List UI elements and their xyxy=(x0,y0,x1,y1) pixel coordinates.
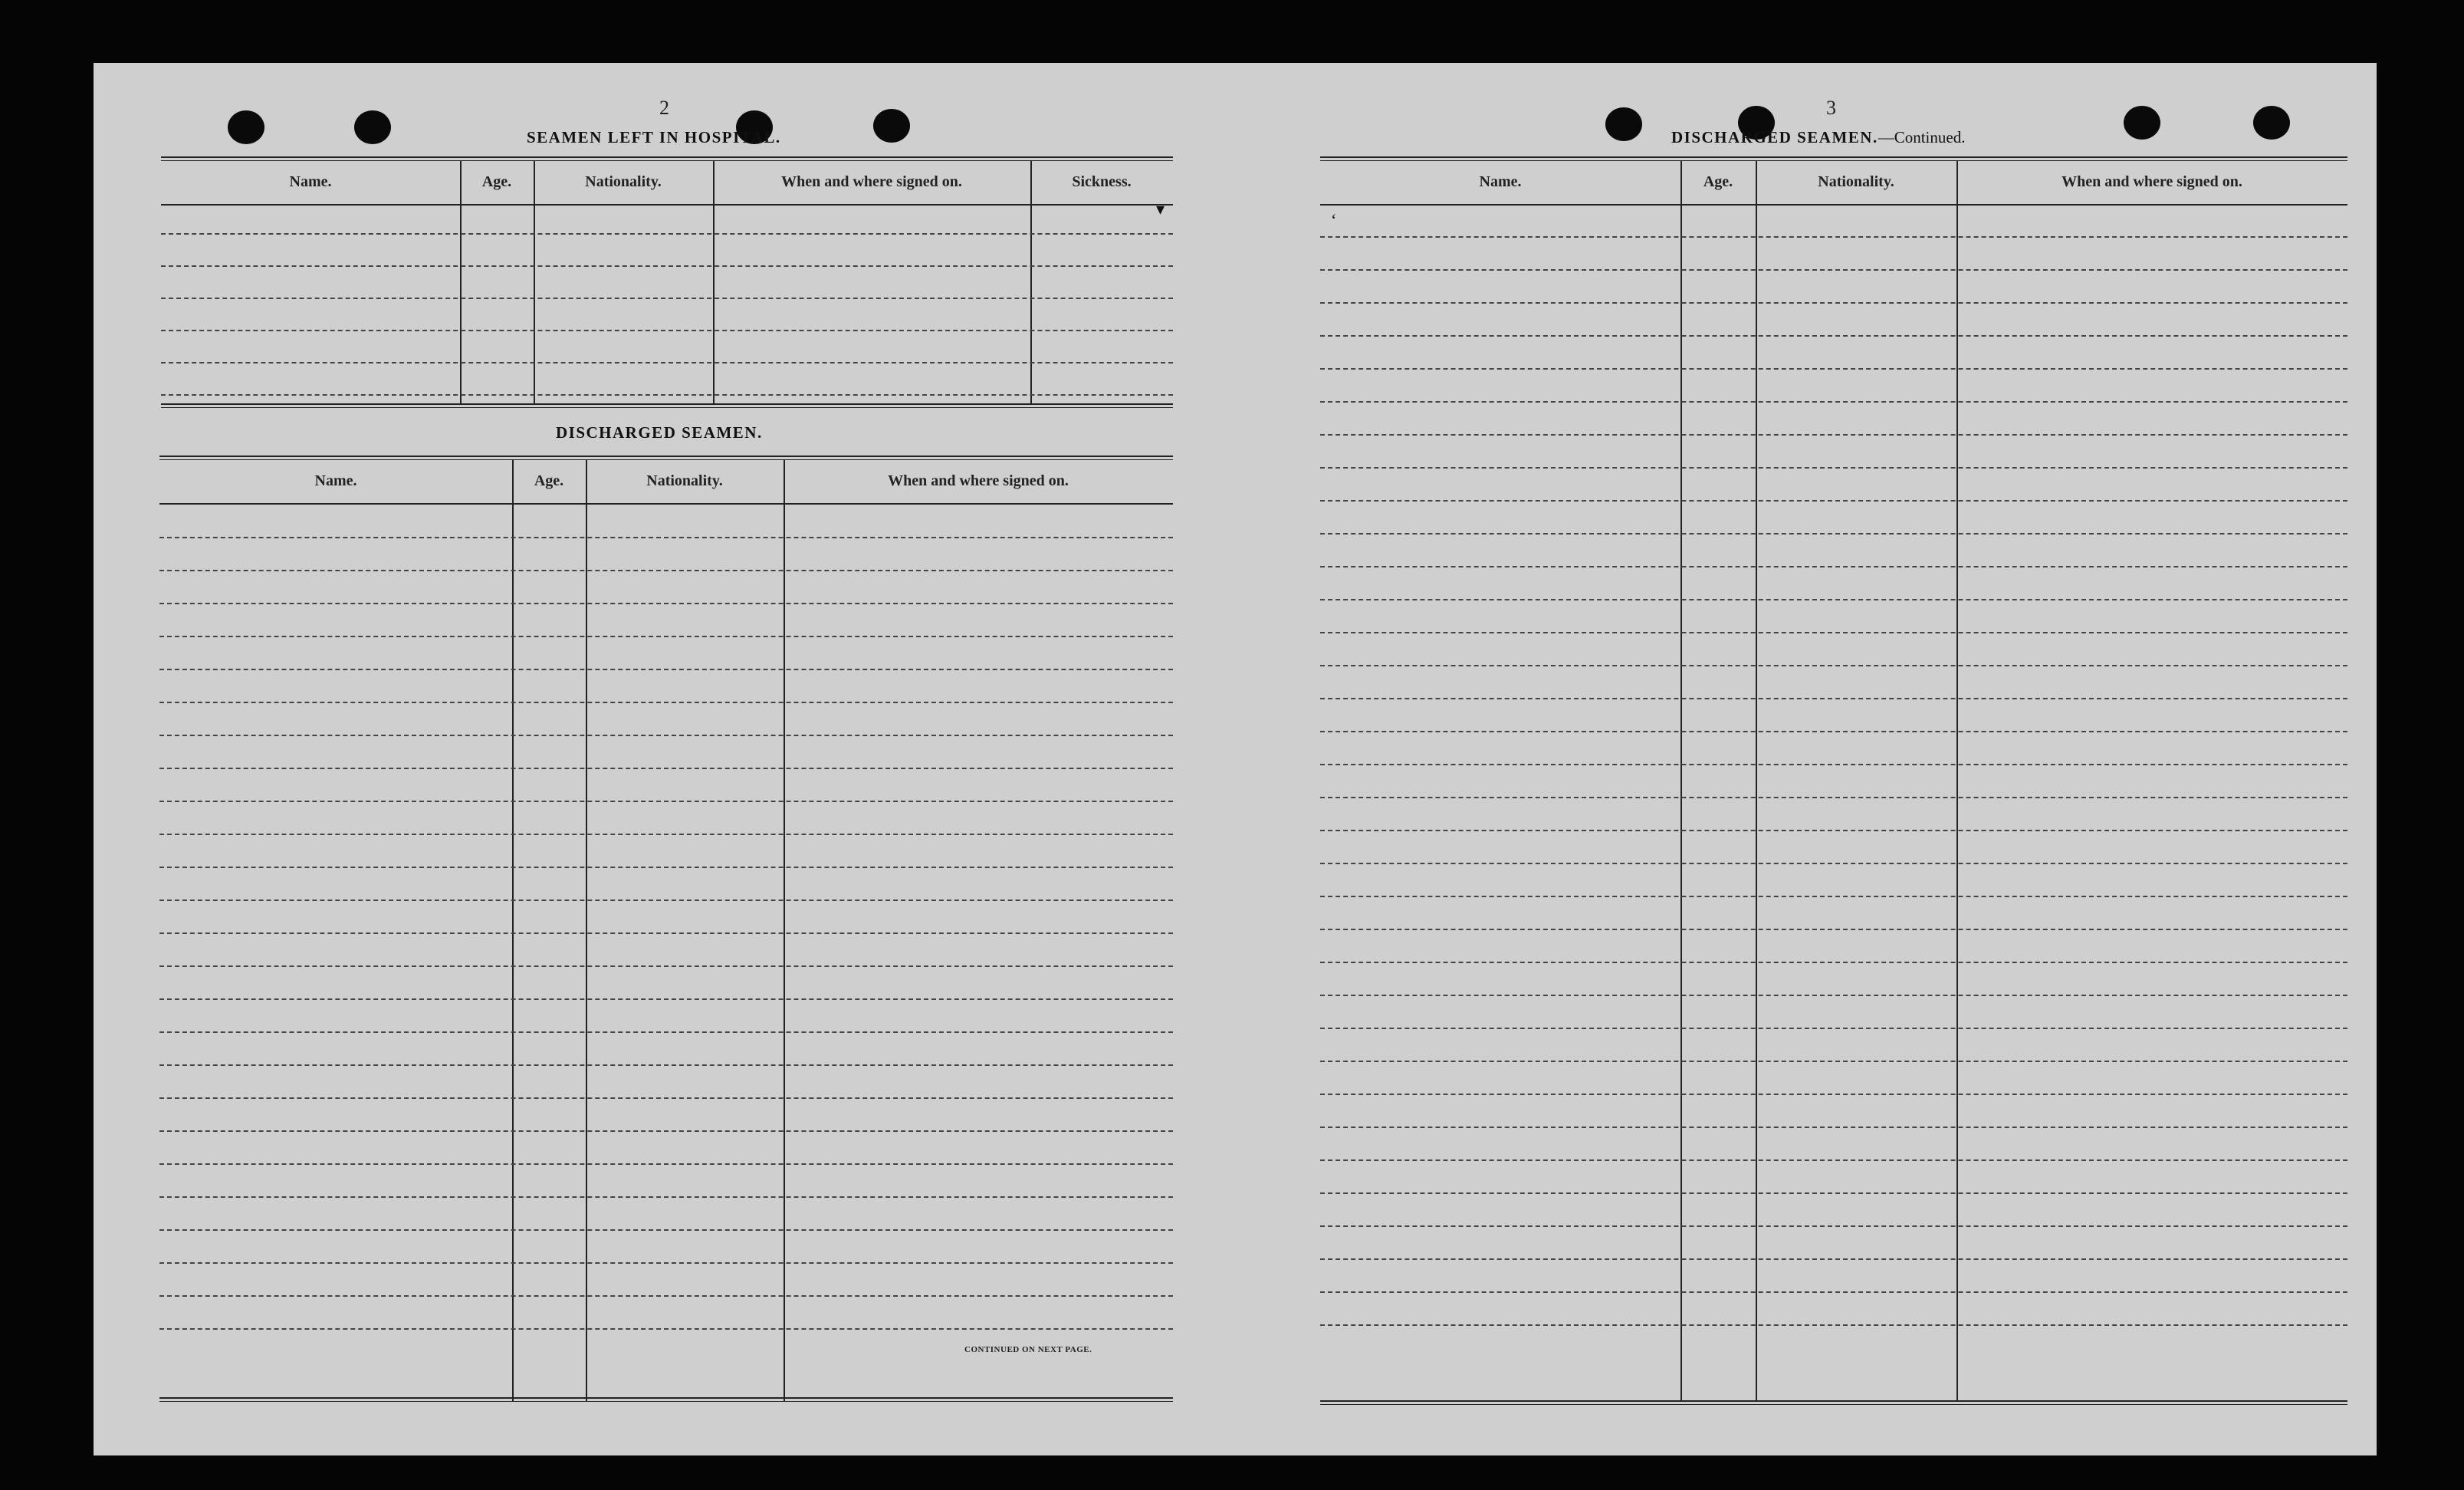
form-row-line xyxy=(1320,599,2347,600)
column-header-name: Name. xyxy=(314,472,357,489)
form-row-line xyxy=(1320,995,2347,996)
punch-hole xyxy=(2124,106,2160,140)
discharged-continued-title-main: DISCHARGED SEAMEN. xyxy=(1671,128,1878,146)
form-row-line xyxy=(1320,236,2347,238)
form-row-line xyxy=(159,1196,1173,1198)
form-row-line xyxy=(159,1064,1173,1066)
page-number-right: 3 xyxy=(1826,97,1836,119)
form-row-line xyxy=(1320,863,2347,864)
discharged-continued-title xyxy=(1671,128,1965,147)
column-header-age: Age. xyxy=(534,472,564,489)
form-row-line xyxy=(159,768,1173,769)
punch-hole xyxy=(2253,106,2290,140)
form-row-line xyxy=(1320,566,2347,567)
discharged-table xyxy=(159,456,1173,1406)
form-row-line xyxy=(1320,1258,2347,1260)
form-row-line xyxy=(1320,731,2347,732)
form-row-line xyxy=(159,1031,1173,1033)
form-row-line xyxy=(161,265,1173,267)
continued-suffix: —Continued. xyxy=(1878,128,1966,146)
column-header-sickness: Sickness. xyxy=(1072,173,1132,190)
form-row-line xyxy=(1320,302,2347,304)
form-row-line xyxy=(159,669,1173,670)
form-row-line xyxy=(159,603,1173,604)
form-row-line xyxy=(1320,962,2347,963)
form-row-line xyxy=(159,1262,1173,1264)
form-row-line xyxy=(159,1097,1173,1099)
document-sheet xyxy=(94,63,2377,1455)
hospital-section-title: SEAMEN LEFT IN HOSPITAL. xyxy=(527,128,781,146)
form-row-line xyxy=(159,1130,1173,1132)
column-header-age: Age. xyxy=(481,173,512,190)
form-row-line xyxy=(159,570,1173,571)
form-row-line xyxy=(1320,401,2347,403)
form-row-line xyxy=(1320,368,2347,370)
form-row-line xyxy=(1320,1225,2347,1227)
column-header-nationality: Nationality. xyxy=(585,173,662,190)
form-row-line xyxy=(1320,1324,2347,1326)
form-row-line xyxy=(1320,764,2347,765)
column-header-nationality: Nationality. xyxy=(646,472,723,489)
discharged-continued-table xyxy=(1320,156,2347,1414)
form-row-line xyxy=(159,537,1173,538)
discharged-table-header xyxy=(159,460,1173,502)
form-row-line xyxy=(1320,533,2347,534)
form-row-line xyxy=(1320,929,2347,930)
column-header-age: Age. xyxy=(1703,173,1733,190)
form-row-line xyxy=(1320,1192,2347,1194)
column-header-signed-on: When and where signed on. xyxy=(2062,173,2242,190)
form-row-line xyxy=(1320,467,2347,469)
form-row-line xyxy=(159,636,1173,637)
punch-hole xyxy=(1605,107,1642,141)
form-row-line xyxy=(1320,1061,2347,1062)
column-header-name: Name. xyxy=(1479,173,1522,190)
hospital-table-header xyxy=(161,161,1173,202)
form-row-line xyxy=(159,834,1173,835)
form-row-line xyxy=(159,1229,1173,1231)
form-row-line xyxy=(161,233,1173,235)
form-row-line xyxy=(1320,665,2347,666)
column-header-nationality: Nationality. xyxy=(1818,173,1894,190)
form-row-line xyxy=(1320,1094,2347,1095)
form-row-line xyxy=(161,394,1173,396)
form-row-line xyxy=(159,1163,1173,1165)
form-row-line xyxy=(159,900,1173,901)
form-row-line xyxy=(161,298,1173,299)
form-row-line xyxy=(159,1328,1173,1330)
form-row-line xyxy=(159,735,1173,736)
punch-hole xyxy=(873,109,910,143)
page-number-left: 2 xyxy=(659,97,669,119)
form-row-line xyxy=(159,932,1173,934)
form-row-line xyxy=(1320,434,2347,436)
ink-mark: ▾ xyxy=(1156,199,1165,219)
form-row-line xyxy=(1320,500,2347,502)
form-row-line xyxy=(1320,335,2347,337)
form-row-line xyxy=(159,1295,1173,1297)
column-header-signed-on: When and where signed on. xyxy=(888,472,1069,489)
form-row-line xyxy=(1320,698,2347,699)
punch-hole xyxy=(228,110,264,144)
form-row-line xyxy=(1320,632,2347,633)
continued-note: CONTINUED ON NEXT PAGE. xyxy=(964,1345,1092,1354)
column-header-name: Name. xyxy=(289,173,332,190)
ink-mark: ʻ xyxy=(1331,210,1337,229)
form-row-line xyxy=(159,702,1173,703)
form-row-line xyxy=(1320,797,2347,798)
form-row-line xyxy=(1320,269,2347,271)
form-row-line xyxy=(159,998,1173,1000)
form-row-line xyxy=(159,965,1173,967)
form-row-line xyxy=(161,330,1173,331)
hospital-table xyxy=(161,156,1173,410)
form-row-line xyxy=(159,801,1173,802)
form-row-line xyxy=(159,867,1173,868)
form-row-line xyxy=(1320,1291,2347,1293)
form-row-line xyxy=(1320,830,2347,831)
discharged-continued-table-header xyxy=(1320,161,2347,202)
discharged-section-title: DISCHARGED SEAMEN. xyxy=(556,423,763,442)
column-header-signed-on: When and where signed on. xyxy=(781,173,962,190)
form-row-line xyxy=(161,362,1173,363)
form-row-line xyxy=(1320,896,2347,897)
punch-hole xyxy=(354,110,391,144)
form-row-line xyxy=(1320,1127,2347,1128)
form-row-line xyxy=(1320,1159,2347,1161)
form-row-line xyxy=(1320,1028,2347,1029)
